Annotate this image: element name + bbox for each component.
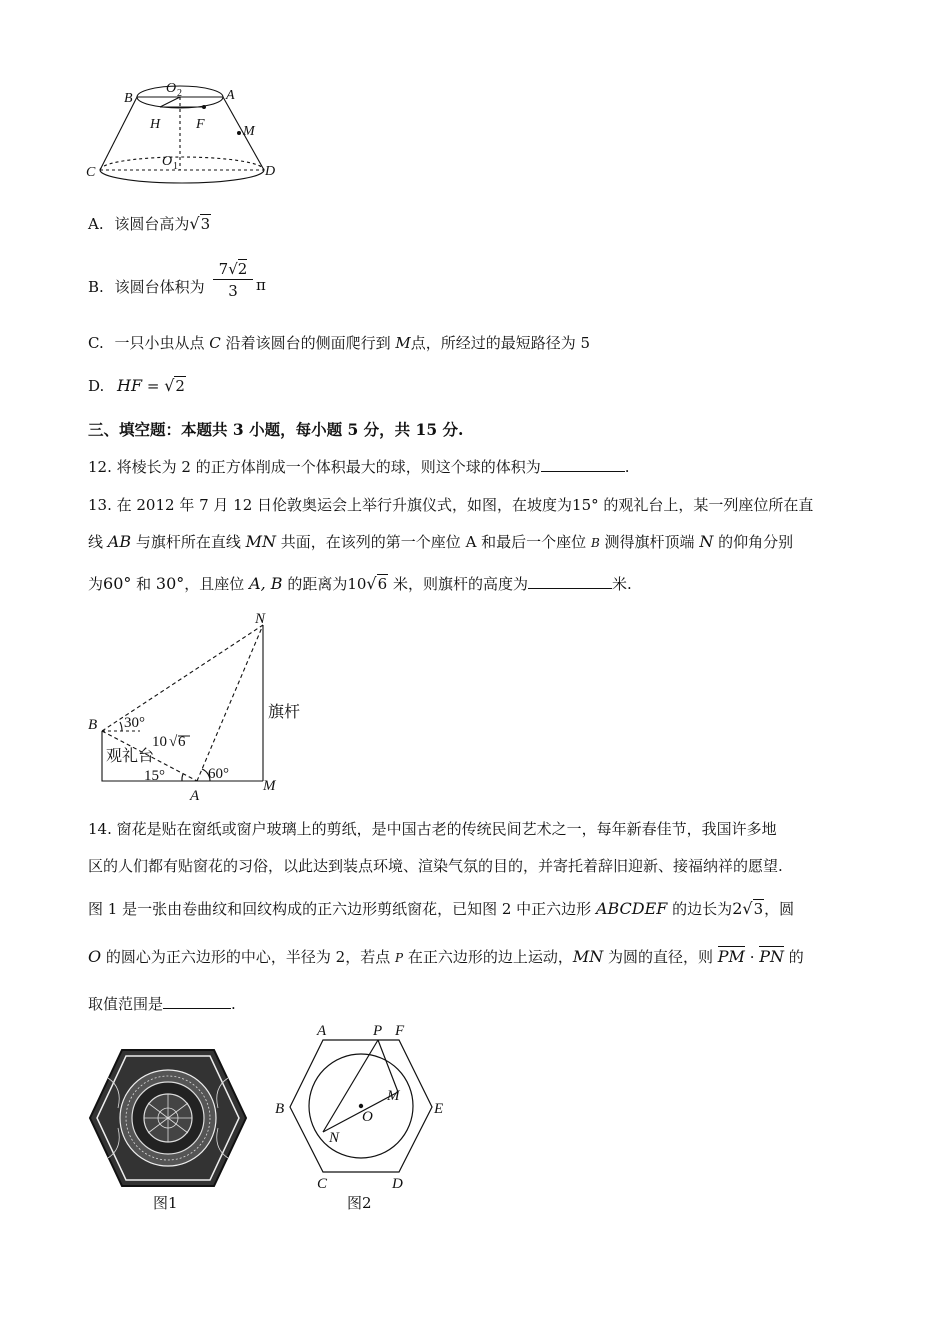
- option-a-text: 该圆台高为: [114, 215, 190, 233]
- label-O1: O: [162, 154, 173, 169]
- q14-l3f: ，圆: [764, 900, 795, 918]
- label-P: P: [373, 1023, 383, 1039]
- vector-pm: PM: [717, 947, 745, 966]
- option-b-fraction: [213, 260, 253, 300]
- option-c-t1: 一只小虫从点: [114, 334, 205, 352]
- label-N: N: [329, 1130, 340, 1146]
- option-d-lhs: HF: [117, 376, 143, 395]
- label-A: A: [317, 1023, 327, 1039]
- q13-l2g: 测得旗杆顶端: [599, 533, 700, 551]
- label-A: A: [226, 88, 235, 103]
- q14-l4e: MN: [572, 947, 604, 966]
- label-60: 60°: [208, 766, 229, 782]
- label-M: M: [243, 124, 255, 139]
- q14-l4c: P: [394, 951, 404, 965]
- numerator-radicand: 2: [237, 260, 248, 278]
- q13-l2i: 的仰角分别: [713, 533, 794, 551]
- label-C: C: [317, 1176, 328, 1192]
- q14-line1: 14. 窗花是贴在窗纸或窗户玻璃上的剪纸，是中国古老的传统民间艺术之一，每年新春佳节，我国许多地: [88, 820, 777, 838]
- bottom-ellipse-back: [100, 157, 264, 170]
- sqrt-sign: √: [228, 260, 238, 278]
- slant-left: [100, 97, 137, 170]
- q13-l3e: ，且座位: [184, 575, 250, 593]
- label-stand: 观礼台: [106, 748, 155, 765]
- bottom-ellipse-front: [100, 170, 264, 183]
- option-c-v2: M: [395, 334, 411, 352]
- option-d: [88, 376, 186, 395]
- q13-l3c: 和: [131, 575, 156, 593]
- label-F: F: [196, 117, 205, 132]
- label-F: F: [395, 1023, 405, 1039]
- q13-l3a: 为: [88, 575, 104, 593]
- option-d-radicand: 2: [175, 377, 185, 395]
- option-a-radicand: 3: [200, 215, 211, 233]
- option-b-pi: π: [256, 276, 266, 294]
- label-O2: O: [166, 81, 177, 96]
- q13-l3k: 米.: [611, 575, 632, 593]
- q14-l4h: ·: [744, 948, 760, 966]
- q13-l2c: 与旗杆所在直线: [131, 533, 246, 551]
- q13-l3f: A, B: [249, 574, 283, 593]
- q14-line2: 区的人们都有贴窗花的习俗，以此达到装点环境、渲染气氛的目的，并寄托着辞旧迎新、接福纳祥的愿望.: [88, 857, 783, 875]
- q14-l3d: 2: [732, 899, 743, 918]
- option-b-text: 该圆台体积为: [114, 278, 205, 296]
- q14-l4j: 的: [784, 948, 804, 966]
- q14-l3c: 的边长为: [667, 900, 733, 918]
- label-dist: 10: [152, 734, 167, 750]
- center-o: [359, 1104, 363, 1108]
- sqrt-sign: √: [189, 214, 200, 233]
- q13-line2: [88, 531, 793, 552]
- option-d-eq: =: [142, 377, 165, 395]
- q13-line1: 13. 在 2012 年 7 月 12 日伦敦奥运会上举行升旗仪式，如图，在坡度为15° 的观礼台上，某一列座位所在直: [88, 496, 814, 514]
- option-a-letter: A.: [88, 215, 104, 233]
- q14-l5end: .: [231, 995, 236, 1013]
- q13-l3h: 10: [347, 575, 367, 593]
- q14-answer-blank: [163, 994, 231, 1009]
- q13-l3j: 米，则旗杆的高度为: [388, 575, 528, 593]
- q14-l3a: 图 1 是一张由卷曲纹和回纹构成的正六边形剪纸窗花，已知图 2 中正六边形: [88, 900, 596, 918]
- option-d-letter: D.: [88, 377, 105, 395]
- sqrt-sign: √: [742, 899, 753, 918]
- label-M: M: [387, 1088, 400, 1104]
- option-c-t2: 沿着该圆台的侧面爬行到: [225, 334, 391, 352]
- q13-l3i: 6: [377, 575, 388, 593]
- option-c: [88, 332, 590, 353]
- fraction-numerator: [213, 260, 253, 280]
- q13-l3g: 的距离为: [282, 575, 348, 593]
- q12-answer-blank: [541, 457, 625, 472]
- q13-line3: [88, 573, 632, 594]
- q13-answer-blank: [528, 574, 612, 589]
- q14-line3: [88, 898, 794, 919]
- q14-l5: 取值范围是: [88, 995, 164, 1013]
- q14-l3e: 3: [753, 900, 764, 918]
- question-12: [88, 456, 630, 477]
- label-E: E: [434, 1101, 444, 1117]
- label-dist-sqrt: √: [169, 734, 178, 750]
- fig2-caption: 图2: [347, 1194, 372, 1212]
- label-D: D: [392, 1176, 403, 1192]
- section-3-heading: 三、填空题：本题共 3 小题，每小题 5 分，共 15 分.: [88, 420, 464, 439]
- q12-end: .: [624, 458, 630, 476]
- q14-l3b: ABCDEF: [595, 899, 668, 918]
- q13-l2e: 共面，在该列的第一个座位 A 和最后一个座位: [276, 533, 591, 551]
- option-b-letter: B.: [88, 278, 104, 296]
- frustum-figure: [80, 75, 300, 185]
- q13-l3d: 30°: [155, 574, 185, 593]
- label-O: O: [362, 1109, 373, 1125]
- point-f: [202, 105, 206, 109]
- label-30: 30°: [124, 715, 145, 731]
- q13-l2f: B: [590, 536, 600, 550]
- hexagon-circle-figure: [270, 1020, 460, 1192]
- paper-cut-figure: [88, 1048, 248, 1188]
- label-C: C: [86, 165, 96, 180]
- vector-pn: PN: [759, 947, 785, 966]
- label-B: B: [124, 91, 133, 106]
- fraction-denominator: 3: [228, 282, 238, 300]
- q14-line5: [88, 993, 236, 1014]
- q14-l4b: 的圆心为正六边形的中心，半径为 2，若点: [101, 948, 395, 966]
- option-c-t3: 点，所经过的最短路径为 5: [410, 334, 591, 352]
- q12-text: 12. 将棱长为 2 的正方体削成一个体积最大的球，则这个球的体积为: [88, 458, 541, 476]
- label-pole: 旗杆: [268, 704, 301, 721]
- option-c-v1: C: [209, 334, 221, 352]
- q13-l2d: MN: [245, 532, 277, 551]
- label-O1-sub: 1: [173, 161, 178, 172]
- label-B: B: [275, 1101, 285, 1117]
- q14-l4f: 为圆的直径，则: [603, 948, 718, 966]
- q13-l3b: 60°: [103, 574, 132, 593]
- option-c-letter: C.: [88, 334, 104, 352]
- label-B: B: [88, 717, 98, 733]
- q13-l2a: 线: [88, 533, 108, 551]
- label-O2-sub: 2: [177, 88, 182, 99]
- option-a: [88, 213, 211, 234]
- angle-arc-15: [182, 774, 183, 781]
- q13-l2b: AB: [107, 532, 132, 551]
- fig1-caption: 图1: [153, 1194, 178, 1212]
- sqrt-sign: √: [164, 376, 175, 395]
- sqrt-sign: √: [366, 574, 377, 593]
- numerator-coef: 7: [218, 260, 229, 278]
- q14-l4d: 在正六边形的边上运动，: [403, 948, 573, 966]
- angle-arc-30: [120, 722, 122, 731]
- q13-l2h: N: [699, 532, 714, 551]
- label-D: D: [265, 164, 276, 179]
- sightline-a-n: [197, 625, 263, 781]
- q14-l4a: O: [88, 947, 102, 966]
- point-m: [237, 131, 241, 135]
- label-N: N: [255, 611, 266, 627]
- label-M: M: [263, 778, 276, 794]
- label-A: A: [190, 788, 200, 804]
- option-b: [88, 276, 205, 297]
- q14-line4: [88, 946, 804, 967]
- label-15: 15°: [144, 768, 165, 784]
- label-H: H: [150, 117, 161, 132]
- label-dist-rad: 6: [178, 734, 186, 750]
- flagpole-figure: [80, 605, 320, 805]
